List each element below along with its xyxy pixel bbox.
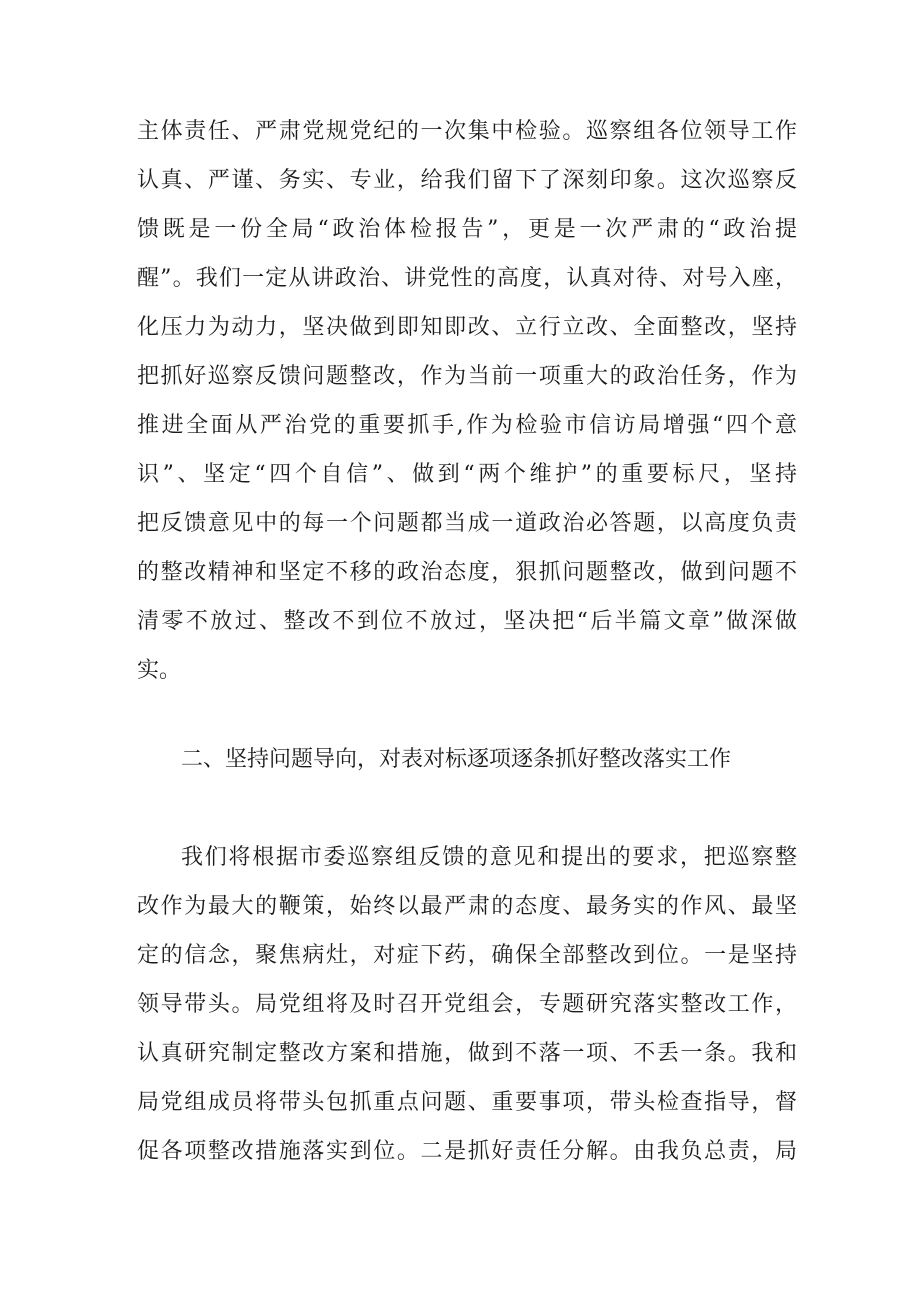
paragraph-line: 清零不放过、整改不到位不放过，坚决把“后半篇文章”做深做 (137, 609, 797, 634)
section-heading: 二、坚持问题导向，对表对标逐项逐条抓好整改落实工作 (181, 747, 732, 772)
paragraph-line: 实。 (137, 658, 182, 683)
paragraph-line: 认真研究制定整改方案和措施，做到不落一项、不丢一条。我和 (137, 1041, 797, 1066)
paragraph-line: 推进全面从严治党的重要抓手,作为检验市信访局增强“四个意 (137, 413, 797, 438)
paragraph-line: 的整改精神和坚定不移的政治态度，狠抓问题整改，做到问题不 (137, 560, 797, 585)
paragraph-line: 局党组成员将带头包抓重点问题、重要事项，带头检查指导，督 (137, 1090, 797, 1115)
paragraph-line: 识”、坚定“四个自信”、做到“两个维护”的重要标尺，坚持 (137, 462, 797, 487)
paragraph-line: 改作为最大的鞭策，始终以最严肃的态度、最务实的作风、最坚 (137, 894, 797, 919)
paragraph-line: 领导带头。局党组将及时召开党组会，专题研究落实整改工作， (137, 992, 797, 1017)
paragraph-line: 认真、严谨、务实、专业，给我们留下了深刻印象。这次巡察反 (137, 168, 797, 193)
paragraph-line: 定的信念，聚焦病灶，对症下药，确保全部整改到位。一是坚持 (137, 943, 797, 968)
paragraph-line: 把反馈意见中的每一个问题都当成一道政治必答题，以高度负责 (137, 511, 797, 536)
paragraph-line: 馈既是一份全局“政治体检报告”，更是一次严肃的“政治提 (137, 217, 797, 242)
paragraph-line: 醒”。我们一定从讲政治、讲党性的高度，认真对待、对号入座， (137, 266, 797, 291)
paragraph-line: 我们将根据市委巡察组反馈的意见和提出的要求，把巡察整 (181, 845, 797, 870)
paragraph-line: 主体责任、严肃党规党纪的一次集中检验。巡察组各位领导工作 (137, 119, 797, 144)
paragraph-line: 把抓好巡察反馈问题整改，作为当前一项重大的政治任务，作为 (137, 364, 797, 389)
paragraph-line: 促各项整改措施落实到位。二是抓好责任分解。由我负总责，局 (137, 1139, 797, 1164)
paragraph-line: 化压力为动力，坚决做到即知即改、立行立改、全面整改，坚持 (137, 315, 797, 340)
